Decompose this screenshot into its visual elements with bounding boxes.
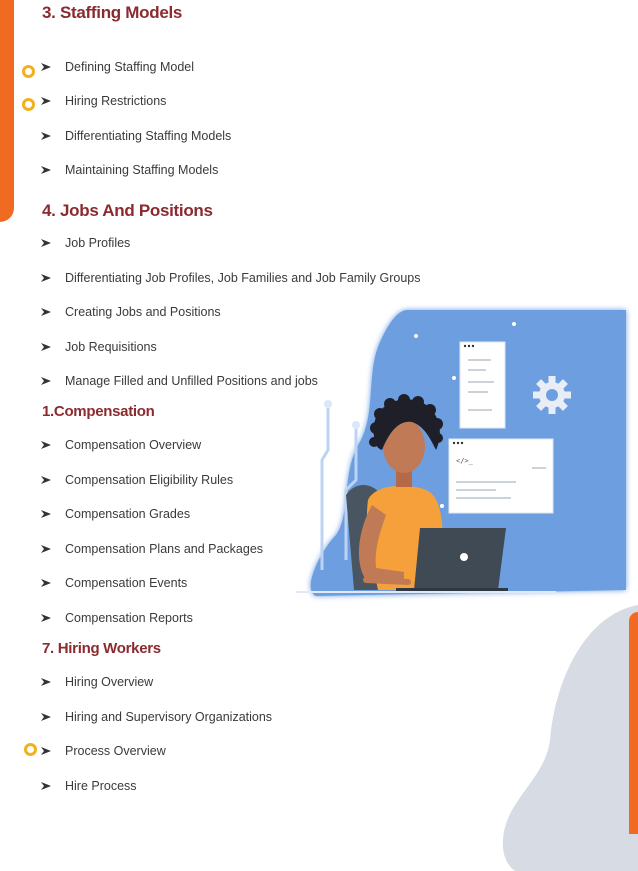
left-orange-accent [0, 0, 14, 222]
arrow-bullet-icon [40, 544, 52, 554]
arrow-bullet-icon [40, 96, 52, 106]
arrow-bullet-icon [40, 677, 52, 687]
worker-illustration [296, 300, 632, 605]
arrow-bullet-icon [40, 509, 52, 519]
list-item: Compensation Grades [40, 505, 190, 523]
arrow-bullet-icon [40, 376, 52, 386]
arrow-bullet-icon [40, 62, 52, 72]
list-item: Compensation Eligibility Rules [40, 471, 233, 489]
document-icon [460, 342, 505, 428]
code-tag-label: </>_ [456, 457, 473, 465]
arrow-bullet-icon [40, 578, 52, 588]
section-heading: 4. Jobs And Positions [42, 201, 213, 220]
list-item: Process Overview [40, 742, 166, 760]
arrow-bullet-icon [40, 613, 52, 623]
list-item: Hire Process [40, 777, 137, 795]
arrow-bullet-icon [40, 165, 52, 175]
arrow-bullet-icon [40, 440, 52, 450]
right-orange-accent [629, 612, 638, 834]
list-item: Defining Staffing Model [40, 58, 194, 76]
bullet-ring-icon [22, 98, 35, 111]
arrow-bullet-icon [40, 131, 52, 141]
code-window-icon [449, 439, 553, 513]
list-item: Manage Filled and Unfilled Positions and jobs [40, 372, 318, 390]
list-item: Job Profiles [40, 234, 130, 252]
arrow-bullet-icon [40, 746, 52, 756]
arrow-bullet-icon [40, 475, 52, 485]
arrow-bullet-icon [40, 342, 52, 352]
list-item: Creating Jobs and Positions [40, 303, 221, 321]
list-item: Job Requisitions [40, 338, 157, 356]
list-item: Compensation Reports [40, 609, 193, 627]
list-item: Compensation Events [40, 574, 187, 592]
arrow-bullet-icon [40, 307, 52, 317]
section-heading: 1.Compensation [42, 403, 155, 420]
list-item: Differentiating Staffing Models [40, 127, 231, 145]
arrow-bullet-icon [40, 238, 52, 248]
gear-icon [533, 376, 571, 414]
list-item: Hiring Overview [40, 673, 153, 691]
list-item: Hiring Restrictions [40, 92, 166, 110]
list-item: Compensation Overview [40, 436, 201, 454]
bullet-ring-icon [22, 65, 35, 78]
arrow-bullet-icon [40, 712, 52, 722]
arrow-bullet-icon [40, 781, 52, 791]
list-item: Hiring and Supervisory Organizations [40, 708, 272, 726]
arrow-bullet-icon [40, 273, 52, 283]
list-item: Maintaining Staffing Models [40, 161, 218, 179]
bullet-ring-icon [24, 743, 37, 756]
list-item: Compensation Plans and Packages [40, 540, 263, 558]
list-item: Differentiating Job Profiles, Job Families and Job Family Groups [40, 269, 420, 287]
section-heading: 7. Hiring Workers [42, 640, 161, 657]
section-heading: 3. Staffing Models [42, 3, 183, 22]
gray-wave-shape [495, 600, 638, 871]
